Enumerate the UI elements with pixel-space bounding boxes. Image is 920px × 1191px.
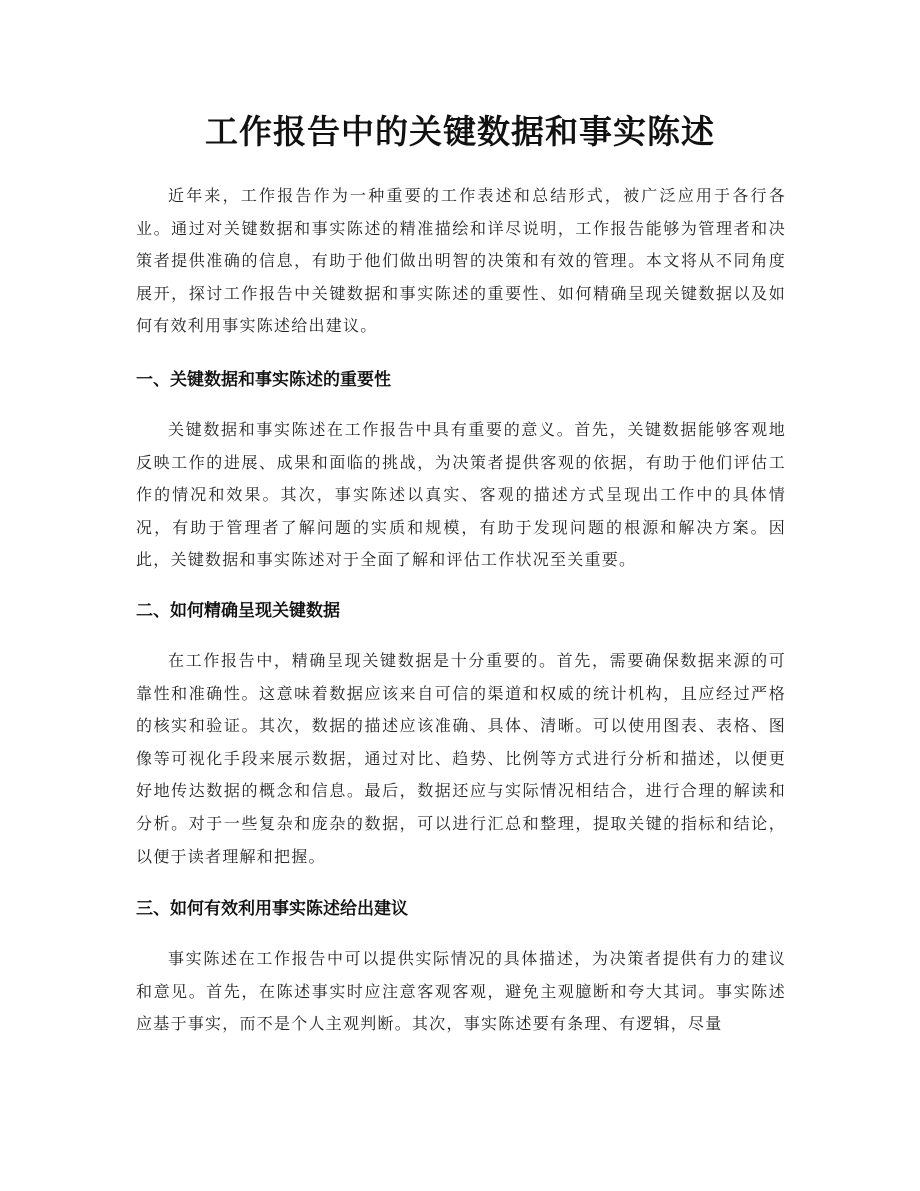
section-paragraph-use-facts: 事实陈述在工作报告中可以提供实际情况的具体描述，为决策者提供有力的建议和意见。首先，在陈述事实时应注意客观客观，避免主观臆断和夸大其词。事实陈述应基于事实，而不是个人主观判断。其次，事实陈述要有条理、有逻辑，尽量 xyxy=(136,949,786,1034)
document-body xyxy=(136,180,786,1041)
section-heading-use-facts: 三、如何有效利用事实陈述给出建议 xyxy=(136,899,408,920)
intro-paragraph: 近年来，工作报告作为一种重要的工作表述和总结形式，被广泛应用于各行各业。通过对关键数据和事实陈述的精准描绘和详尽说明，工作报告能够为管理者和决策者提供准确的信息，有助于他们做出明智的决策和有效的管理。本文将从不同角度展开，探讨工作报告中关键数据和事实陈述的重要性、如何精确呈现关键数据以及如何有效利用事实陈述给出建议。 xyxy=(136,186,786,336)
document-title: 工作报告中的关键数据和事实陈述 xyxy=(205,112,715,151)
section-heading-present-data: 二、如何精确呈现关键数据 xyxy=(136,600,340,621)
section-paragraph-present-data: 在工作报告中，精确呈现关键数据是十分重要的。首先，需要确保数据来源的可靠性和准确性。这意味着数据应该来自可信的渠道和权威的统计机构，且应经过严格的核实和验证。其次，数据的描述应该准确、具体、清晰。可以使用图表、表格、图像等可视化手段来展示数据，通过对比、趋势、比例等方式进行分析和描述，以便更好地传达数据的概念和信息。最后，数据还应与实际情况相结合，进行合理的解读和分析。对于一些复杂和庞杂的数据，可以进行汇总和整理，提取关键的指标和结论，以便于读者理解和把握。 xyxy=(136,650,786,866)
section-paragraph-importance: 关键数据和事实陈述在工作报告中具有重要的意义。首先，关键数据能够客观地反映工作的进展、成果和面临的挑战，为决策者提供客观的依据，有助于他们评估工作的情况和效果。其次，事实陈述以真实、客观的描述方式呈现出工作中的具体情况，有助于管理者了解问题的实质和规模，有助于发现问题的根源和解决方案。因此，关键数据和事实陈述对于全面了解和评估工作状况至关重要。 xyxy=(136,419,786,570)
section-heading-importance: 一、关键数据和事实陈述的重要性 xyxy=(136,369,391,390)
